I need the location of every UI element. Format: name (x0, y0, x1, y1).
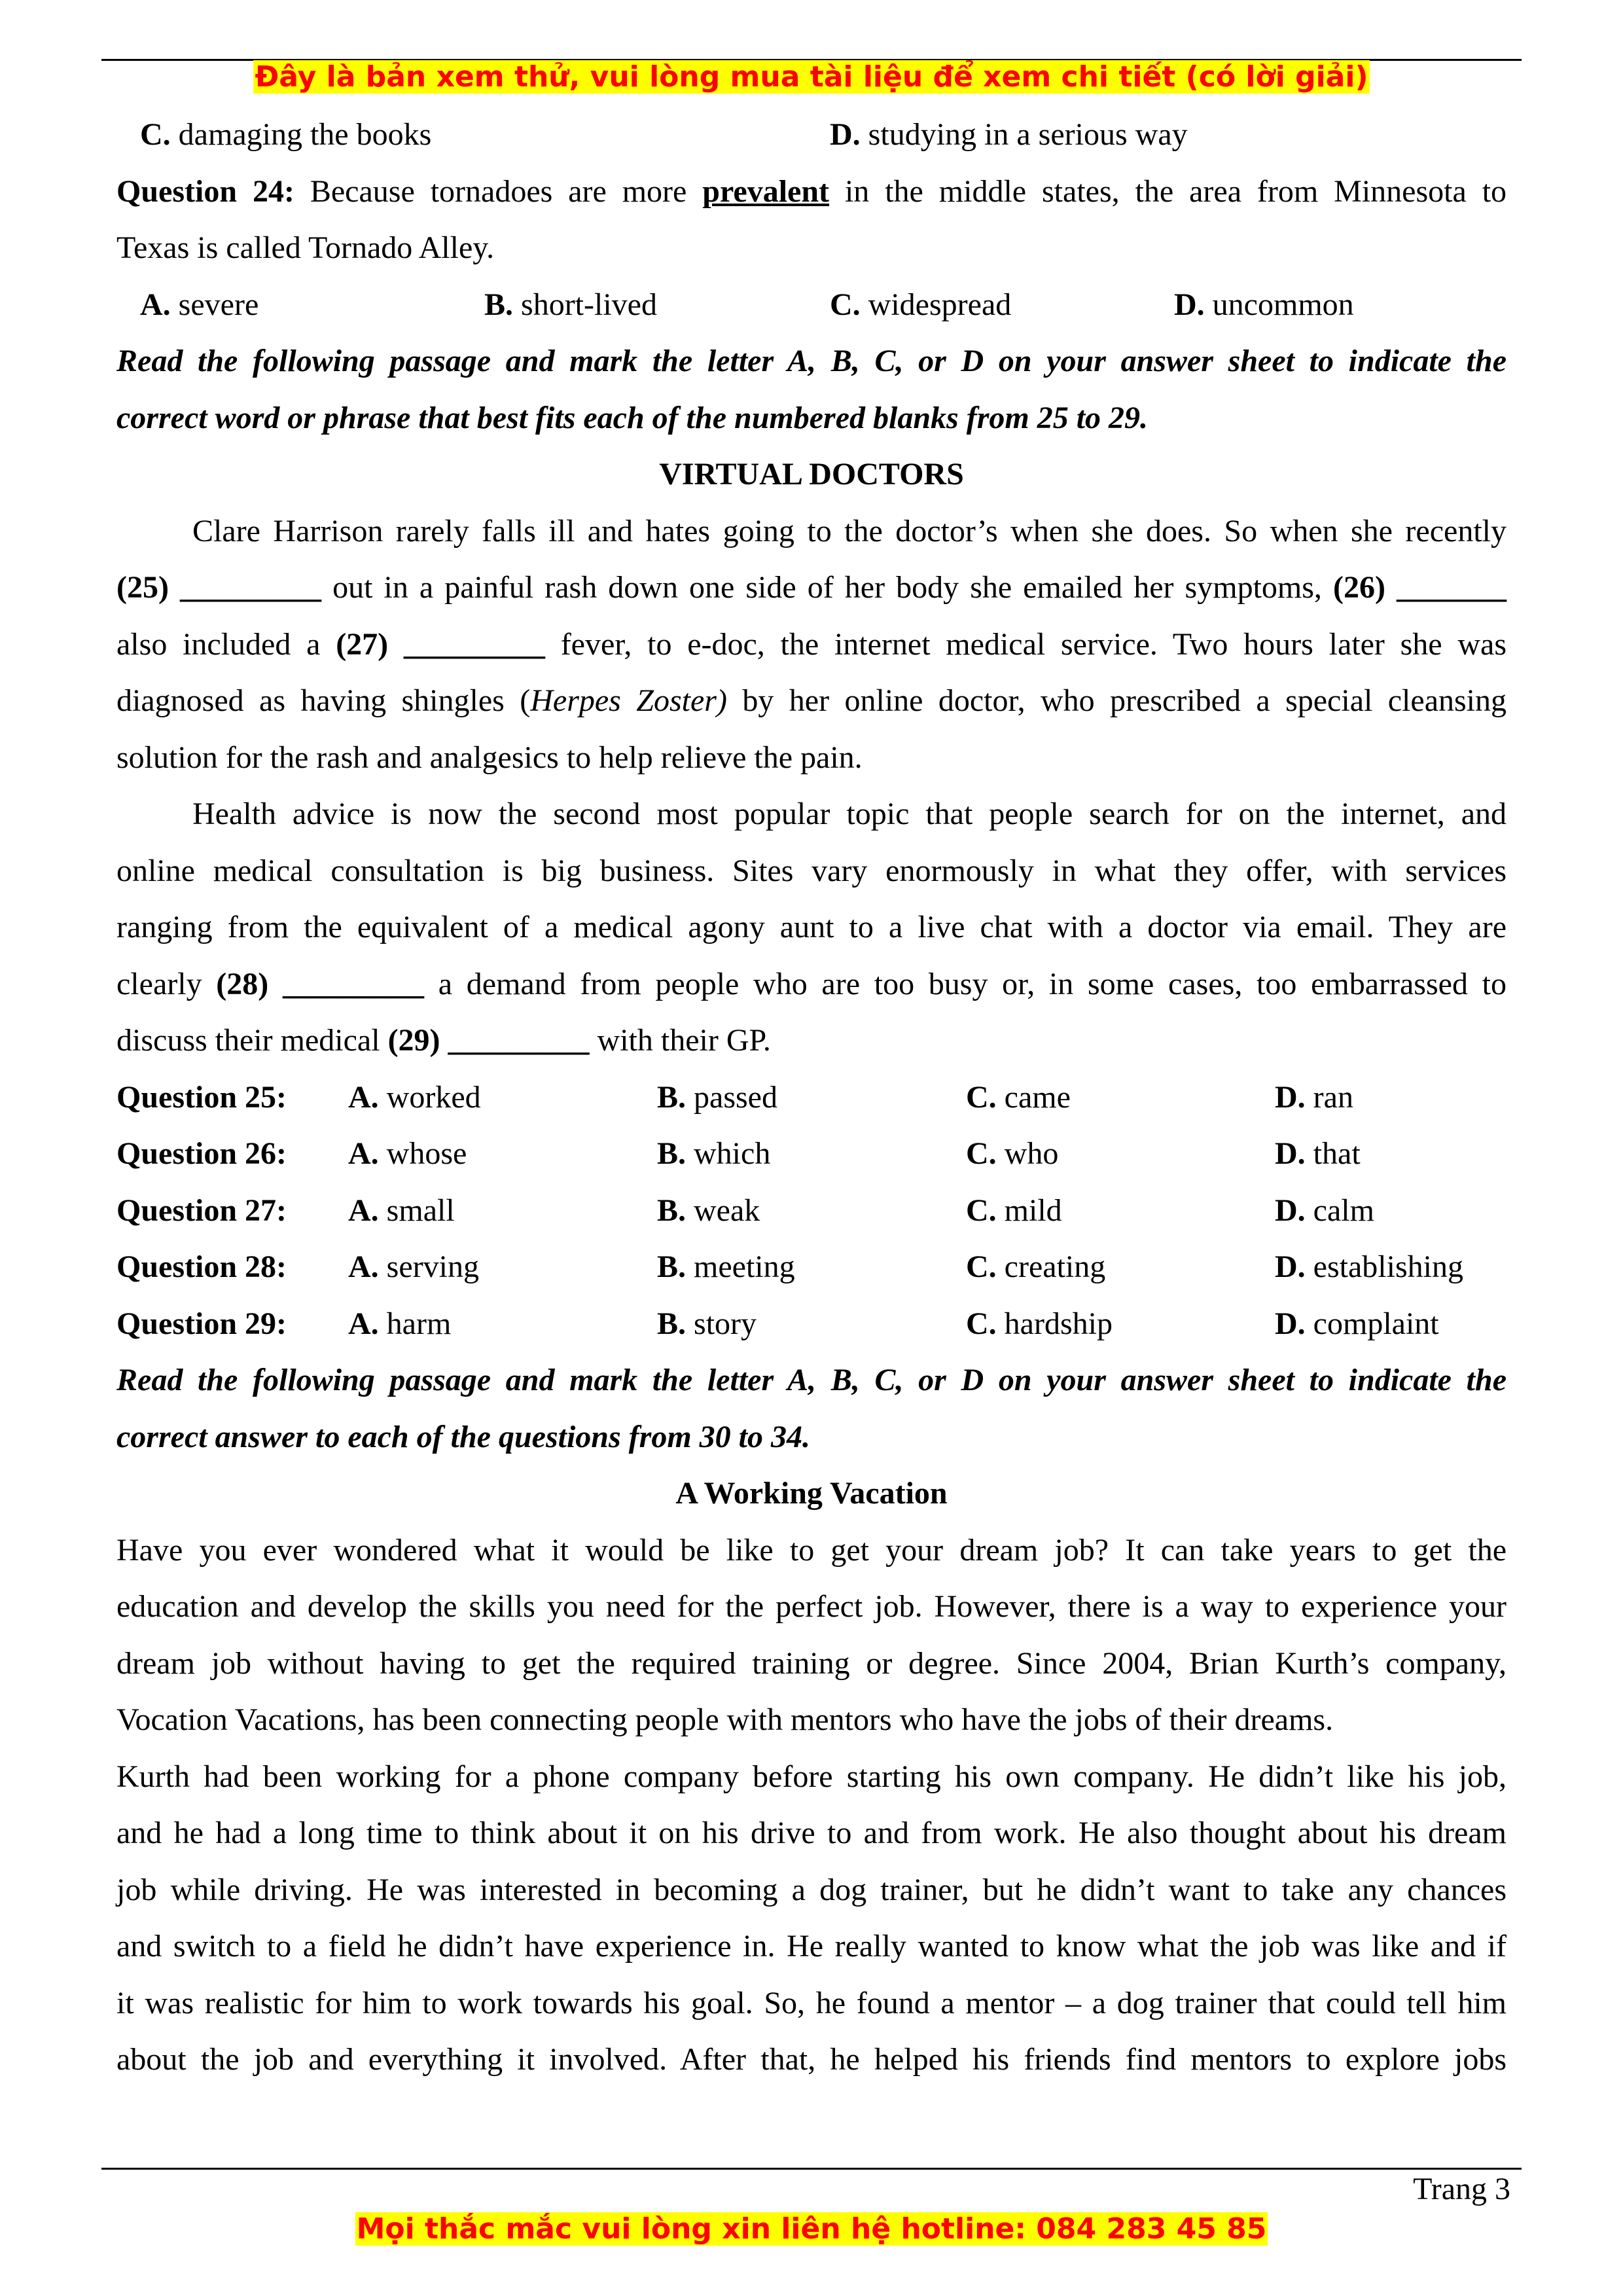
q28-option-d: D. establishing (1275, 1249, 1463, 1284)
q24-stem-line1: Question 24: Because tornadoes are more prevalent in the middle states, the area from Minnesota to (116, 173, 1507, 209)
passage1-p1-line5: solution for the rash and analgesics to help relieve the pain. (116, 740, 863, 775)
q23-options-tail (116, 107, 1507, 164)
q28-option-c: C. creating (966, 1249, 1106, 1284)
preview-banner (0, 60, 1623, 94)
q26-option-d: D. that (1275, 1136, 1361, 1171)
passage2-line: and he had a long time to think about it on his drive to and from work. He also thought about his dream (116, 1816, 1507, 1850)
passage2-line: education and develop the skills you need for the perfect job. However, there is a way to experience your (116, 1589, 1507, 1624)
blank-28: (28) _________ (216, 966, 424, 1001)
q25-option-b: B. passed (657, 1079, 777, 1115)
q25-option-d: D. ran (1275, 1079, 1353, 1115)
q26-option-b: B. which (657, 1136, 771, 1171)
q29-option-b: B. story (657, 1306, 757, 1341)
q24-options (116, 277, 1507, 334)
blank-27: (27) _________ (336, 626, 545, 662)
passage2-line: Kurth had been working for a phone company before starting his own company. He didn’t like his job, (116, 1759, 1507, 1794)
passage2-line: job while driving. He was interested in becoming a dog trainer, but he didn’t want to take any chances (116, 1872, 1507, 1907)
q23-option-c: C. damaging the books (140, 117, 432, 152)
q28-option-a: A. serving (348, 1249, 479, 1284)
cloze-instruction-line2: correct word or phrase that best fits each of the numbered blanks from 25 to 29. (116, 400, 1149, 435)
q27-option-d: D. calm (1275, 1193, 1374, 1228)
q27-option-c: C. mild (966, 1193, 1062, 1228)
question-28: Question 28: A. serving B. meeting C. creating D. establishing (116, 1239, 1507, 1296)
hotline-banner (0, 2212, 1623, 2246)
q26-option-a: A. whose (348, 1136, 467, 1171)
passage1-p2-line3: ranging from the equivalent of a medical agony aunt to a live chat with a doctor via email. They are (116, 910, 1507, 944)
question-25: Question 25: A. worked B. passed C. came D. ran (116, 1069, 1507, 1126)
q24-stem-line2: Texas is called Tornado Alley. (116, 230, 495, 265)
blank-29: (29) _________ (387, 1023, 590, 1058)
q25-option-c: C. came (966, 1079, 1071, 1115)
reading-instruction-line1: Read the following passage and mark the letter A, B, C, or D on your answer sheet to indicate the (116, 1363, 1507, 1397)
passage1-p2-line2: online medical consultation is big business. Sites vary enormously in what they offer, with services (116, 853, 1507, 888)
passage2-line: dream job without having to get the required training or degree. Since 2004, Brian Kurth’s company, (116, 1645, 1507, 1681)
blank-26: (26) (1333, 570, 1385, 605)
question-29: Question 29: A. harm B. story C. hardship D. complaint (116, 1296, 1507, 1353)
q27-option-b: B. weak (657, 1193, 760, 1228)
passage1-p2-line4: clearly (28) _________ a demand from people who are too busy or, in some cases, too embarrassed to (116, 966, 1507, 1001)
passage2-title: A Working Vacation (675, 1476, 948, 1511)
q24-option-d: D. uncommon (1174, 287, 1354, 322)
passage2-line: it was realistic for him to work towards his goal. So, he found a mentor – a dog trainer that could tell him (116, 1985, 1507, 2020)
passage2-line: Vocation Vacations, has been connecting people with mentors who have the jobs of their dreams. (116, 1702, 1334, 1737)
hotline-text: Mọi thắc mắc vui lòng xin liên hệ hotline: 084 283 45 85 (356, 2212, 1267, 2246)
question-26: Question 26: A. whose B. which C. who D. that (116, 1126, 1507, 1183)
passage1-p2-line1: Health advice is now the second most popular topic that people search for on the internet, and (192, 797, 1507, 831)
question-27: Question 27: A. small B. weak C. mild D. calm (116, 1183, 1507, 1240)
q27-option-a: A. small (348, 1193, 455, 1228)
passage2-line: and switch to a field he didn’t have experience in. He really wanted to know what the job was like and if (116, 1929, 1507, 1964)
passage1-p1-line2: (25) _________ out in a painful rash down one side of her body she emailed her symptoms, (26) _______ (116, 570, 1507, 605)
passage2-line: about the job and everything it involved. After that, he helped his friends find mentors to explore jobs (116, 2042, 1507, 2077)
passage1-p1-line3: also included a (27) _________ fever, to e-doc, the internet medical service. Two hours later she was (116, 626, 1507, 662)
bottom-rule (101, 2168, 1522, 2170)
q24-keyword: prevalent (702, 173, 830, 209)
q24-option-a: A. severe (140, 287, 259, 322)
q29-option-a: A. harm (348, 1306, 452, 1341)
page-number: Trang 3 (1413, 2172, 1510, 2206)
q24-option-c: C. widespread (830, 287, 1012, 322)
preview-banner-text: Đây là bản xem thử, vui lòng mua tài liệu để xem chi tiết (có lời giải) (255, 60, 1368, 94)
q25-option-a: A. worked (348, 1079, 481, 1115)
passage1-p1-line1: Clare Harrison rarely falls ill and hates going to the doctor’s when she does. So when she recently (192, 513, 1507, 548)
q28-option-b: B. meeting (657, 1249, 795, 1284)
document-body (116, 107, 1507, 2089)
q23-option-d: D. studying in a serious way (830, 117, 1188, 152)
q24-option-b: B. short-lived (484, 287, 657, 322)
cloze-instruction-line1: Read the following passage and mark the letter A, B, C, or D on your answer sheet to indicate the (116, 344, 1507, 378)
q29-option-c: C. hardship (966, 1306, 1113, 1341)
passage1-p1-line4: diagnosed as having shingles (Herpes Zoster) by her online doctor, who prescribed a special cleansing (116, 683, 1507, 718)
passage1-title: VIRTUAL DOCTORS (659, 457, 964, 492)
passage2-line: Have you ever wondered what it would be like to get your dream job? It can take years to get the (116, 1532, 1507, 1568)
q29-option-d: D. complaint (1275, 1306, 1439, 1341)
passage1-p2-line5: discuss their medical (29) _________ with their GP. (116, 1023, 771, 1058)
blank-25: (25) _________ (116, 570, 322, 605)
reading-instruction-line2: correct answer to each of the questions from 30 to 34. (116, 1419, 811, 1454)
q26-option-c: C. who (966, 1136, 1059, 1171)
